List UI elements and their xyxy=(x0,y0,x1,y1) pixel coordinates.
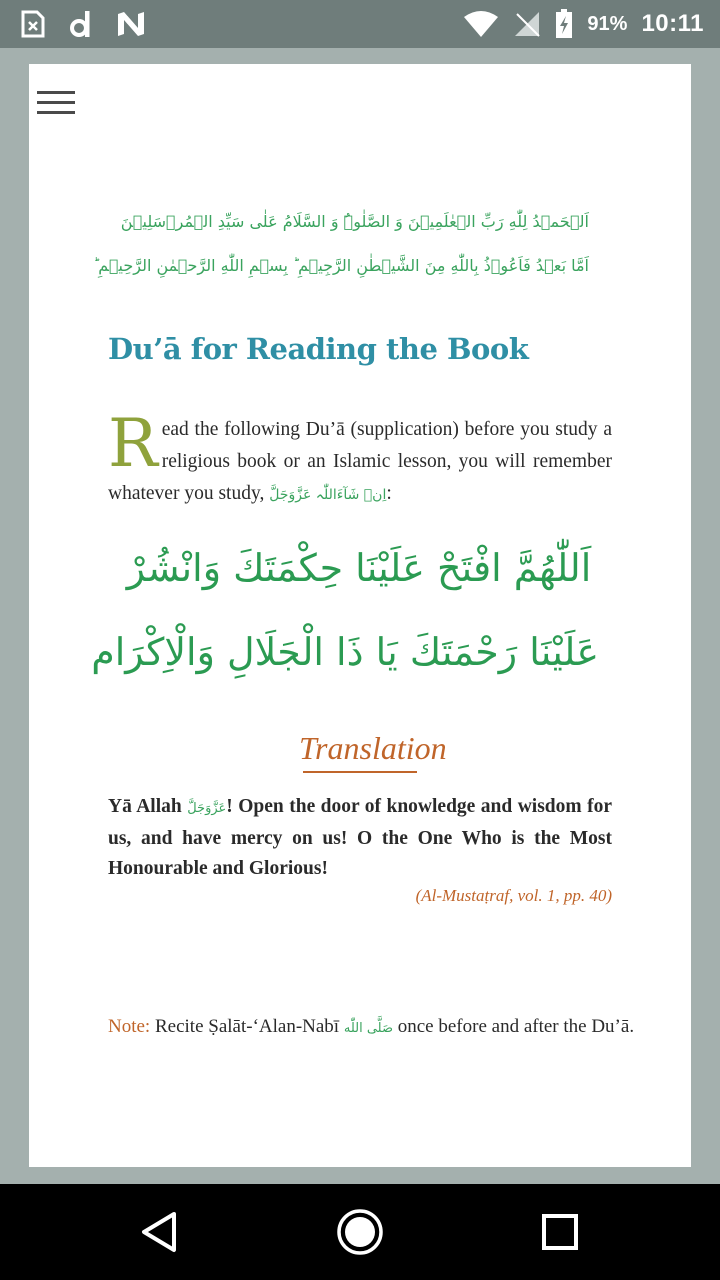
note-text-after: once before and after the Du’ā. xyxy=(393,1016,635,1037)
translation-prefix: Yā Allah xyxy=(108,796,188,817)
dua-line-2: عَلَيْنَا رَحْمَتَكَ يَا ذَا الْجَلَالِ وَالْاِكْرَام xyxy=(91,630,599,674)
intro-paragraph xyxy=(108,405,612,511)
back-icon[interactable] xyxy=(134,1206,186,1258)
menu-icon-bar xyxy=(37,111,75,114)
note-label: Note: xyxy=(108,1016,151,1037)
intro-text: ead the following Du’ā (supplication) before you study a religious book or an Islamic lesson, you will remember whatever you study, xyxy=(108,419,612,504)
translation-heading: Translation xyxy=(299,730,447,766)
status-bar xyxy=(0,0,720,48)
clock: 10:11 xyxy=(641,10,704,37)
arabic-inline-azzawajal: عَزَّوَجَلَّ xyxy=(187,801,227,816)
menu-icon-bar xyxy=(37,91,75,94)
arabic-opening-line-2: اَمَّا بَعۡدُ فَاَعُوۡذُ بِاللّٰهِ مِنَ الشَّیۡطٰنِ الرَّجِیۡمِ ؕ بِسۡمِ اللّٰهِ الرَّحۡمٰنِ الرَّحِیۡمِ ؕ xyxy=(93,256,589,275)
translation-underline xyxy=(303,771,417,773)
system-status xyxy=(463,8,704,40)
page-title: Du’ā for Reading the Book xyxy=(108,332,529,366)
wifi-icon xyxy=(463,10,499,38)
arabic-opening-line-1: اَلۡحَمۡدُ لِلّٰهِ رَبِّ الۡعٰلَمِیۡنَ وَ الصَّلٰوۃُ وَ السَّلَامُ عَلٰی سَیِّدِ الۡمُرۡسَلِیۡنَ xyxy=(120,212,589,231)
battery-icon xyxy=(555,9,573,39)
note xyxy=(108,1016,635,1038)
no-sim-icon xyxy=(20,9,46,39)
recent-apps-icon[interactable] xyxy=(534,1206,586,1258)
n-app-icon xyxy=(116,10,146,38)
note-text-before: Recite Ṣalāt-‘Alan-Nabī xyxy=(150,1016,344,1037)
drop-cap: R xyxy=(108,405,158,482)
book-page[interactable] xyxy=(29,64,691,1167)
d-app-icon xyxy=(68,9,94,39)
arabic-inline-inshaallah: اِنۡ شَآءَاللّٰہ عَزَّوَجَلَّ xyxy=(269,487,387,503)
translation-body: ! Open the door of knowledge and wisdom for us, and have mercy on us! O the One Who is the Most Honourable and Glorious! xyxy=(108,796,612,879)
reference-citation: (Al-Mustaṭraf, vol. 1, pp. 40) xyxy=(415,886,612,905)
menu-button[interactable] xyxy=(35,86,77,120)
intro-suffix: : xyxy=(386,483,392,504)
notification-icons xyxy=(20,8,146,40)
menu-icon-bar xyxy=(37,101,75,104)
arabic-inline-salawat: صَلَّى اللّٰه xyxy=(343,1021,393,1036)
translation-text xyxy=(108,792,612,884)
dua-line-1: اَللّٰهُمَّ افْتَحْ عَلَيْنَا حِكْمَتَكَ وَانْشُرْ xyxy=(126,546,592,590)
home-icon[interactable] xyxy=(334,1206,386,1258)
signal-icon xyxy=(513,10,541,38)
navigation-bar xyxy=(0,1184,720,1280)
battery-percent: 91% xyxy=(587,12,628,35)
